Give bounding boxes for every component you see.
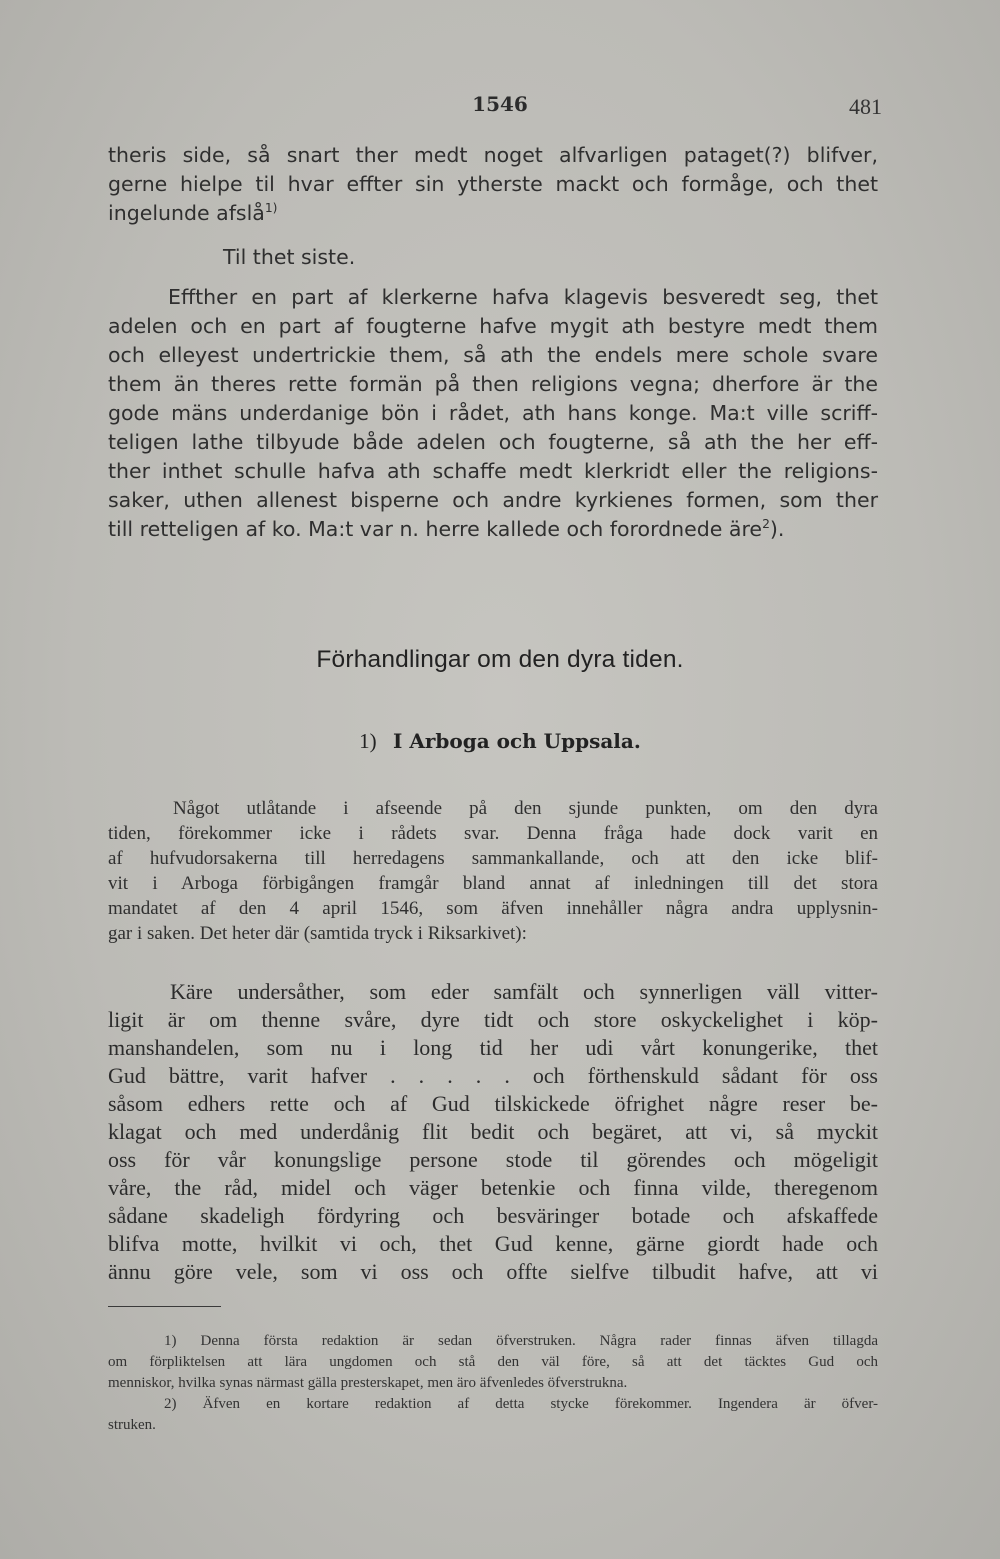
quote-line: ligit är om thenne svåre, dyre tidt och store oskyckelighet i köp-: [108, 1007, 878, 1032]
paragraph-last-line: [108, 517, 784, 541]
intro-line: tiden, förekommer icke i rådets svar. Denna fråga hade dock varit en: [108, 823, 878, 844]
paragraph-line: adelen och en part af fougterne hafve mygit ath bestyre medt them: [108, 314, 878, 338]
text-line: gerne hielpe til hvar effter sin ytherste mackt och formåge, och thet: [108, 172, 878, 196]
quote-line: våre, the råd, midel och väger betenkie och finna vilde, theregenom: [108, 1175, 878, 1200]
section-subheading: Til thet siste.: [223, 245, 356, 269]
footnote-ref-1: 1): [264, 201, 278, 216]
paragraph-line: gode mäns underdanige bön i rådet, ath hans konge. Ma:t ville scriff-: [108, 401, 878, 425]
page-number: 481: [849, 94, 882, 119]
subsection-heading: [100, 729, 900, 754]
intro-line: vit i Arboga förbigången framgår bland annat af inledningen till det stora: [108, 873, 878, 894]
footnote-2-line: struken.: [108, 1417, 156, 1433]
intro-line: af hufvudorsakerna till herredagens sammankallande, och att den icke blif-: [108, 848, 878, 869]
header-year: 1546: [472, 92, 528, 116]
paragraph-line: saker, uthen allenest bisperne och andre kyrkienes formen, som ther: [108, 488, 878, 512]
quote-line: sådane skadeligh fördyring och besväringer botade och afskaffede: [108, 1203, 878, 1228]
paragraph-line: och elleyest undertrickie them, så ath the endels mere schole svare: [108, 343, 878, 367]
quote-line: Gud bättre, varit hafver . . . . . och förthenskuld sådant för oss: [108, 1063, 878, 1088]
quote-line: klagat och med underdånig flit bedit och begäret, att vi, så myckit: [108, 1119, 878, 1144]
section-heading: Förhandlingar om den dyra tiden.: [316, 646, 684, 673]
footnote-2-text: Äfven en kortare redaktion af detta stycke förekommer. Ingendera är öfver-: [202, 1396, 879, 1412]
quote-line: Käre undersåther, som eder samfält och synnerligen väll vitter-: [170, 979, 878, 1004]
quote-line: blifva motte, hvilkit vi och, thet Gud kenne, gärne giordt hade och: [108, 1231, 878, 1256]
footnote-1-line: [164, 1333, 878, 1350]
quote-line: oss för vår konungslige persone stode til görendes och mögeligit: [108, 1147, 878, 1172]
paragraph-line: ther inthet schulle hafva ath schaffe medt klerkridt eller the religions-: [108, 459, 878, 483]
subsection-number: 1): [359, 729, 377, 753]
intro-line: mandatet af den 4 april 1546, som äfven innehåller några andra upplysnin-: [108, 898, 878, 919]
paragraph-end: ).: [769, 517, 785, 541]
paragraph-line: teligen lathe tilbyude både adelen och fougterne, så ath the her eff-: [108, 430, 878, 454]
footnote-2-line: [164, 1396, 878, 1413]
intro-line: gar i saken. Det heter där (samtida tryck i Riksarkivet):: [108, 923, 527, 944]
footnote-2-marker: 2): [164, 1396, 177, 1412]
text-line-content: ingelunde afslå: [108, 201, 265, 225]
quote-line: manshandelen, som nu i long tid her udi vårt konungerike, thet: [108, 1035, 878, 1060]
text-line: theris side, så snart ther medt noget alfvarligen pataget(?) blifver,: [108, 143, 878, 167]
paragraph-line-content: till retteligen af ko. Ma:t var n. herre kallede och forordnede äre: [108, 517, 763, 541]
paragraph-line: Effther en part af klerkerne hafva klagevis besveredt seg, thet: [168, 285, 878, 309]
intro-line: Något utlåtande i afseende på den sjunde punkten, om den dyra: [173, 798, 878, 819]
quote-line: såsom edhers rette och af Gud tilskickede öfrighet någre reser be-: [108, 1091, 878, 1116]
footnote-ref-2: 2: [762, 517, 770, 532]
footnote-1-text: Denna första redaktion är sedan öfverstruken. Några rader finnas äfven tillagda: [200, 1333, 878, 1349]
paragraph-line: them än theres rette formän på then religions vegna; dherfore är the: [108, 372, 878, 396]
footnote-divider: [108, 1306, 221, 1307]
footnote-1-marker: 1): [164, 1333, 177, 1349]
footnote-1-line: om förpliktelsen att lära ungdomen och stå den väl före, så att det täcktes Gud och: [108, 1354, 878, 1370]
subsection-title: I Arboga och Uppsala.: [393, 729, 641, 753]
text-line: [108, 201, 277, 225]
quote-line: ännu göre vele, som vi oss och offte sielfve tilbudit hafve, att vi: [108, 1259, 878, 1284]
footnote-1-line: menniskor, hvilka synas närmast gälla presterskapet, men äro äfvenledes öfverstrukna.: [108, 1375, 628, 1391]
